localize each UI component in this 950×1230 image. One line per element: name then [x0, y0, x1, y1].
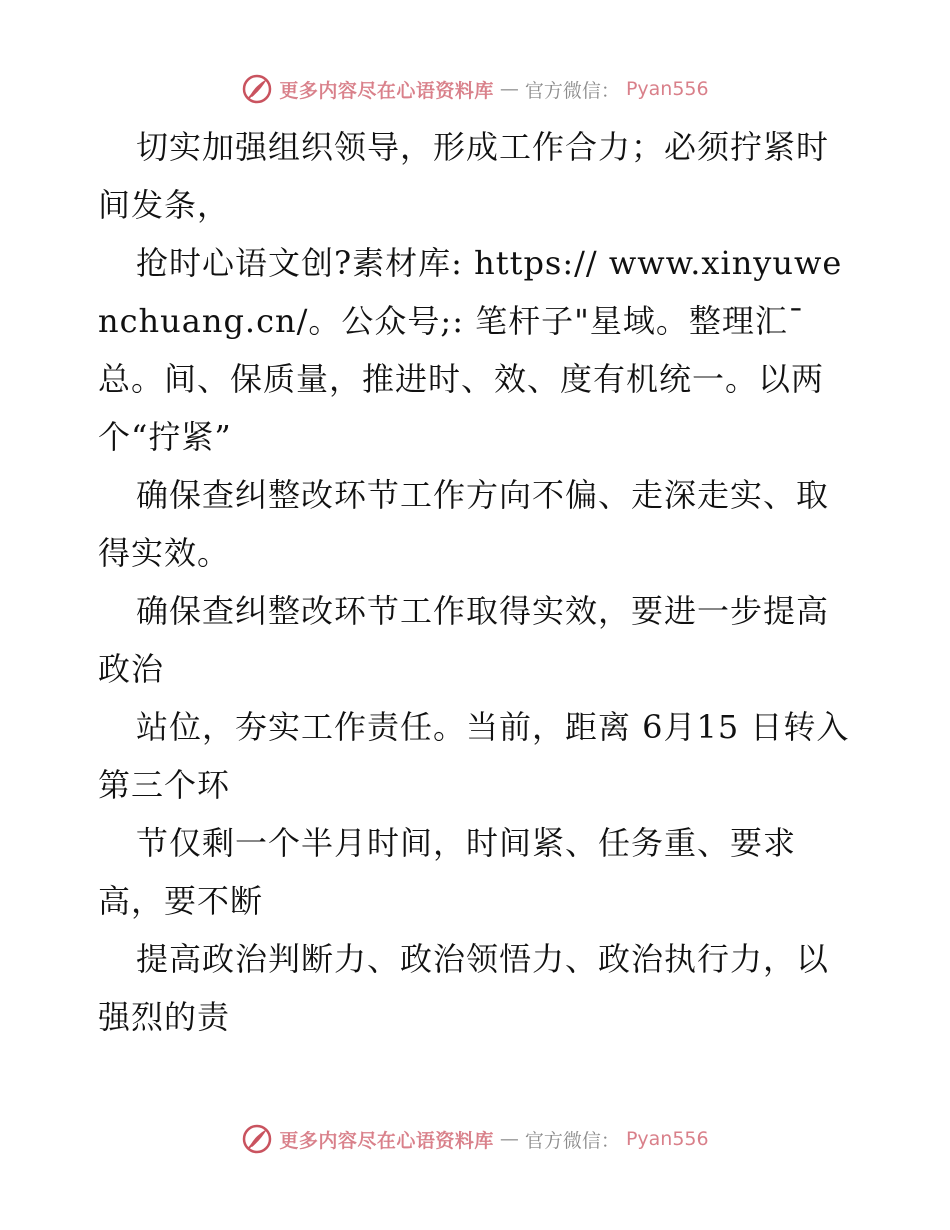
header-watermark	[0, 71, 950, 107]
paragraph: 节仅剩一个半月时间，时间紧、任务重、要求高，要不断	[98, 824, 797, 920]
paragraph: 切实加强组织领导，形成工作合力；必须拧紧时间发条，	[98, 128, 830, 224]
wechat-label: 官方微信：	[524, 79, 620, 102]
watermark-separator: —	[499, 78, 519, 100]
wechat-label: 官方微信：	[524, 1129, 620, 1152]
paragraph: 提高政治判断力、政治领悟力、政治执行力，以强烈的责	[98, 940, 830, 1036]
document-body	[98, 118, 858, 1046]
watermark-slogan: 更多内容尽在心语资料库	[279, 79, 494, 102]
wechat-id: Pyan556	[625, 78, 709, 100]
watermark-slogan: 更多内容尽在心语资料库	[279, 1129, 494, 1152]
paragraph: 确保查纠整改环节工作取得实效，要进一步提高政治	[98, 592, 830, 688]
feather-pen-logo-icon	[241, 73, 273, 105]
feather-pen-logo-icon	[241, 1123, 273, 1155]
watermark-separator: —	[499, 1128, 519, 1150]
paragraph: 抢时心语文创?素材库: https:// www.xinyuwenchuang.cn/。公众号;: 笔杆子"星域。整理汇¯总。间、保质量，推进时、效、度有机统一。以两个“拧紧”	[98, 244, 843, 456]
footer-watermark	[0, 1121, 950, 1157]
paragraph: 确保查纠整改环节工作方向不偏、走深走实、取得实效。	[98, 476, 830, 572]
paragraph: 站位，夯实工作责任。当前，距离 6月15 日转入第三个环	[98, 708, 850, 804]
wechat-id: Pyan556	[625, 1128, 709, 1150]
